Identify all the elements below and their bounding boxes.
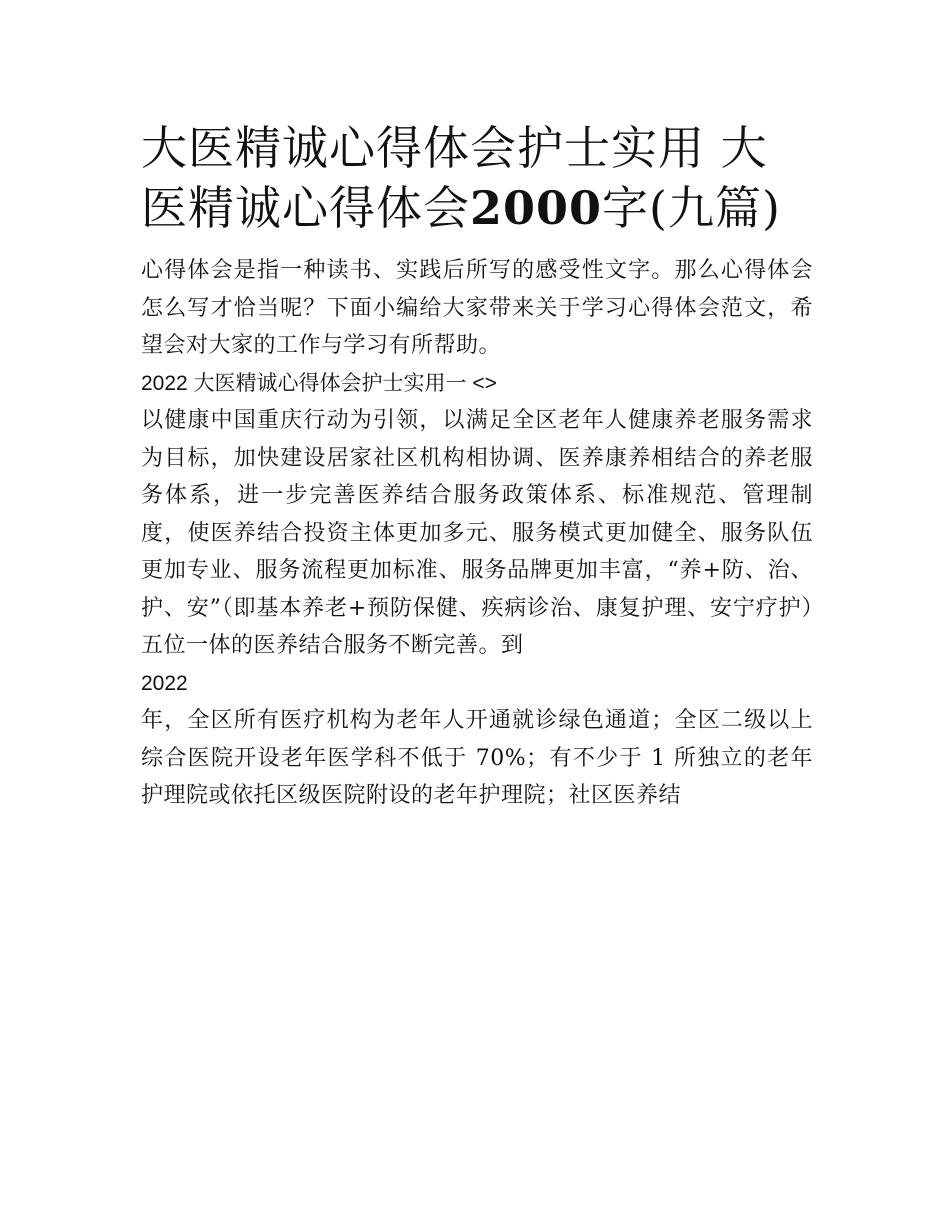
section-heading: 2022 大医精诚心得体会护士实用一 <> [141, 371, 497, 395]
title-number: 2000 [470, 181, 603, 235]
year-line: 2022 [141, 671, 188, 695]
body-paragraph-1: 以健康中国重庆行动为引领，以满足全区老年人健康养老服务需求为目标，加快建设居家社区机构相协调、医养康养相结合的养老服务体系，进一步完善医养结合服务政策体系、标准规范、管理制度，使医养结合投资主体更加多元、服务模式更加健全、服务队伍更加专业、服务流程更加标准、服务品牌更加丰富，“养+防、治、护、安”（即基本养老+预防保健、疾病诊治、康复护理、安宁疗护）五位一体的医养结合服务不断完善。到 [141, 408, 813, 658]
title-text-part1: 大医精诚心得体会护士实用 大医精诚心得体会 [141, 121, 768, 235]
intro-paragraph: 心得体会是指一种读书、实践后所写的感受性文字。那么心得体会怎么写才恰当呢？下面小编给大家带来关于学习心得体会范文，希望会对大家的工作与学习有所帮助。 [141, 258, 813, 358]
title-text-part2: 字(九篇) [602, 181, 781, 235]
document-page [141, 118, 813, 815]
body-paragraph-2: 年，全区所有医疗机构为老年人开通就诊绿色通道；全区二级以上综合医院开设老年医学科不低于 70%；有不少于 1 所独立的老年护理院或依托区级医院附设的老年护理院；社区医养结 [141, 708, 813, 808]
document-title [141, 118, 813, 238]
